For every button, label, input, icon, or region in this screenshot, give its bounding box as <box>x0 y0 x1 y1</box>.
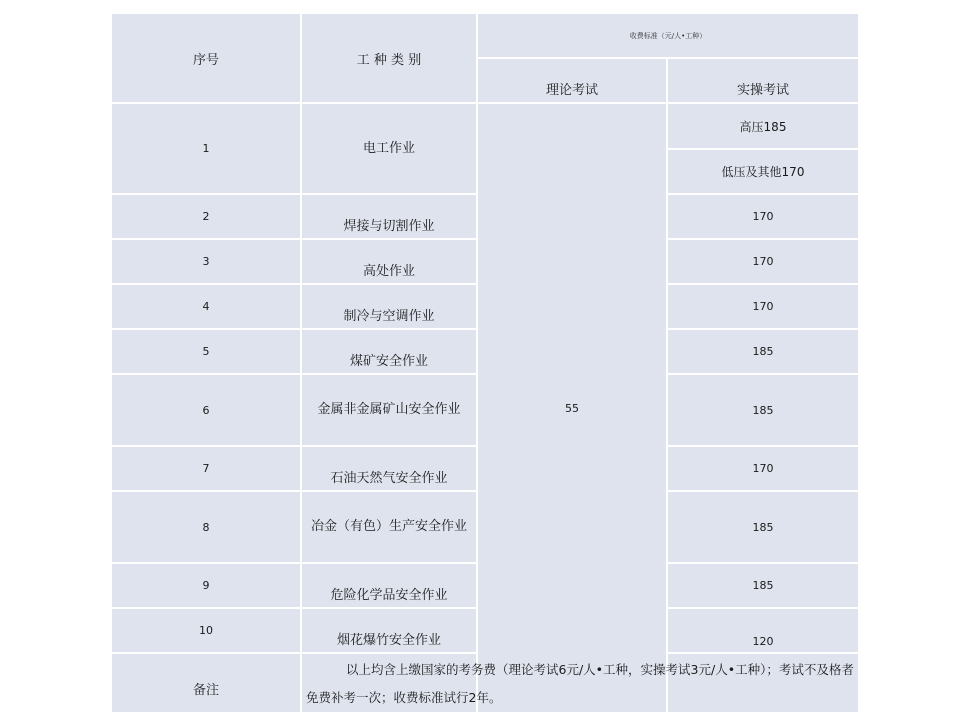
row-type: 制冷与空调作业 <box>301 284 477 329</box>
row-seq: 4 <box>111 284 301 329</box>
row-seq: 3 <box>111 239 301 284</box>
row-type: 石油天然气安全作业 <box>301 446 477 491</box>
row-practical-high-voltage: 高压185 <box>667 103 859 149</box>
header-theory: 理论考试 <box>477 58 667 103</box>
row-practical: 185 <box>667 374 859 446</box>
row-practical: 185 <box>667 491 859 563</box>
note-label: 备注 <box>111 653 301 713</box>
row-practical: 120 <box>667 608 859 653</box>
row-seq: 2 <box>111 194 301 239</box>
row-type: 烟花爆竹安全作业 <box>301 608 477 653</box>
row-seq: 5 <box>111 329 301 374</box>
note-text: 以上均含上缴国家的考务费（理论考试6元/人•工种，实操考试3元/人•工种）；考试不及格者免费补考一次；收费标准试行2年。 <box>301 653 859 713</box>
row-practical-low-voltage: 低压及其他170 <box>667 149 859 194</box>
row-type: 金属非金属矿山安全作业 <box>301 374 477 446</box>
row-seq: 8 <box>111 491 301 563</box>
row-practical: 185 <box>667 329 859 374</box>
row-seq: 10 <box>111 608 301 653</box>
header-type: 工 种 类 别 <box>301 13 477 103</box>
row-practical: 185 <box>667 563 859 608</box>
row-seq: 1 <box>111 103 301 194</box>
header-fee-standard: 收费标准（元/人•工种） <box>477 13 859 58</box>
row-practical: 170 <box>667 446 859 491</box>
fee-standard-table <box>110 12 860 714</box>
row-type: 高处作业 <box>301 239 477 284</box>
header-seq: 序号 <box>111 13 301 103</box>
header-practical: 实操考试 <box>667 58 859 103</box>
row-type: 电工作业 <box>301 103 477 194</box>
theory-fee-cell: 55 <box>477 103 667 713</box>
row-practical: 170 <box>667 239 859 284</box>
row-seq: 6 <box>111 374 301 446</box>
row-type: 冶金（有色）生产安全作业 <box>301 491 477 563</box>
row-seq: 7 <box>111 446 301 491</box>
row-type: 煤矿安全作业 <box>301 329 477 374</box>
row-type: 焊接与切割作业 <box>301 194 477 239</box>
row-seq: 9 <box>111 563 301 608</box>
row-type: 危险化学品安全作业 <box>301 563 477 608</box>
row-practical: 170 <box>667 194 859 239</box>
row-practical: 170 <box>667 284 859 329</box>
